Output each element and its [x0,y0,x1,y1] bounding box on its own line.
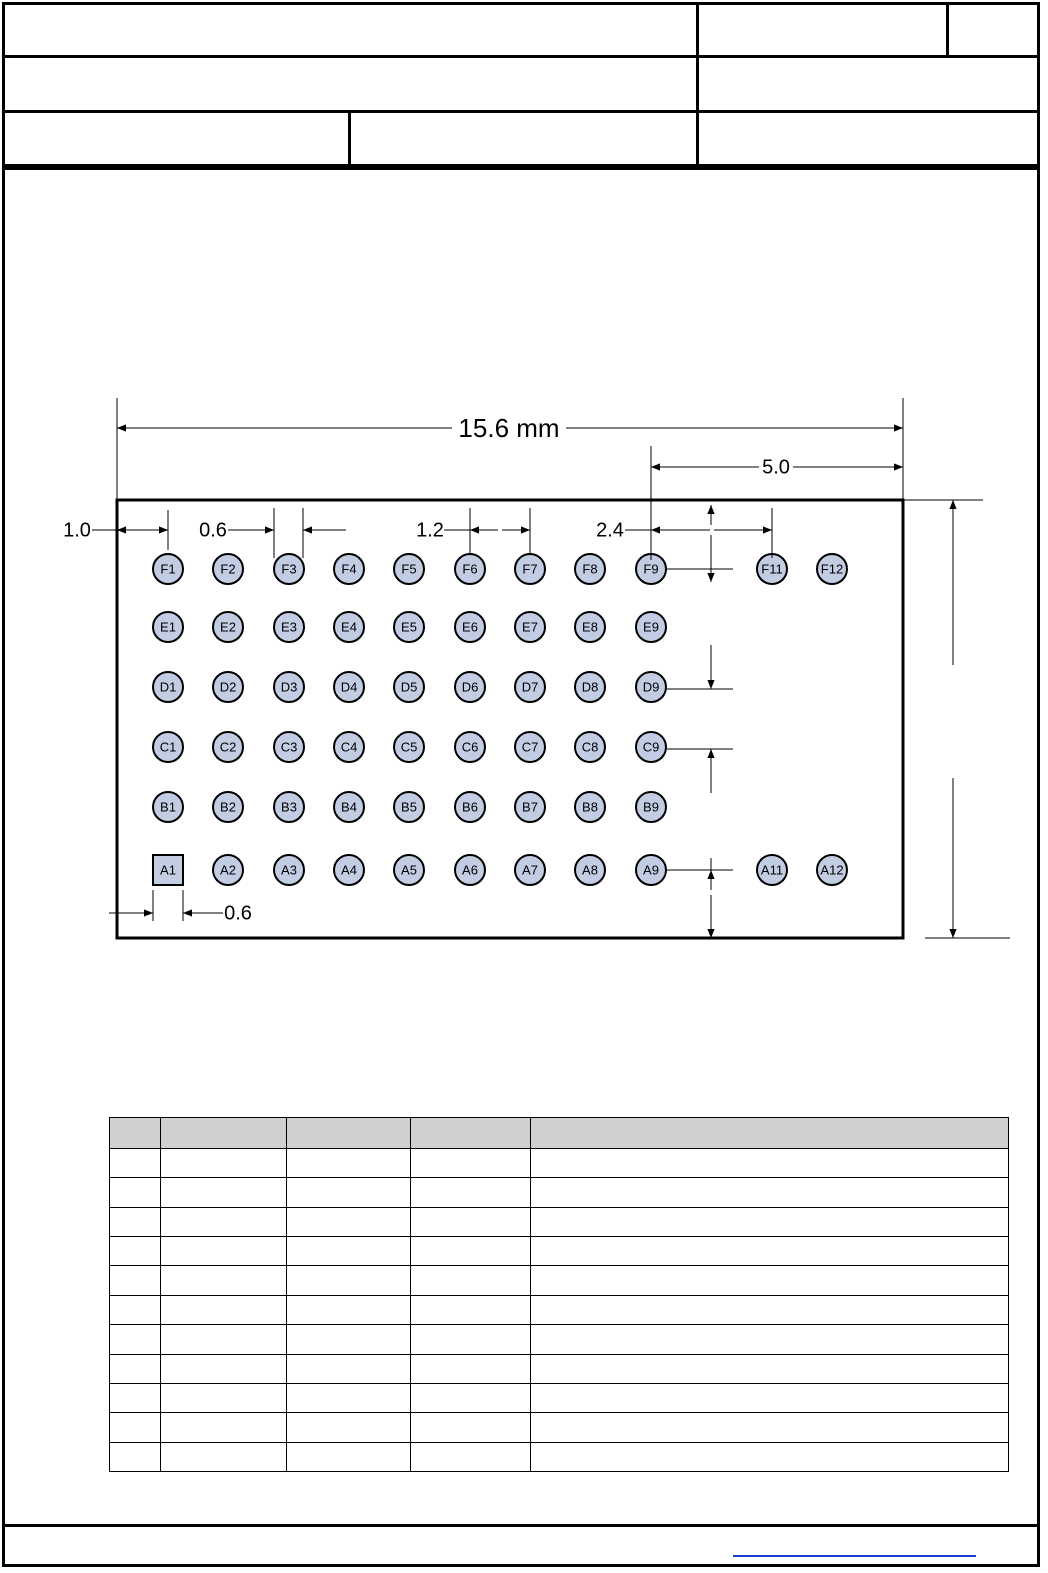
table-cell [161,1207,287,1236]
dim-pad-size-label: 0.6 [224,902,252,925]
table-cell [287,1442,411,1471]
table-cell [110,1207,161,1236]
table-row [110,1266,1009,1295]
dim-ball-diameter [228,508,346,558]
ball-label: E7 [522,619,538,635]
table-row [110,1325,1009,1354]
ball-label: F7 [522,561,538,577]
table-cell [411,1237,531,1266]
table-cell [411,1207,531,1236]
table-cell [531,1207,1009,1236]
ball-label: A3 [281,862,297,878]
ball-label: B9 [643,799,659,815]
ball-label: E3 [281,619,297,635]
ball-label: B2 [220,799,236,815]
ball-label: D4 [340,679,358,695]
ball-label: A12 [820,862,844,878]
ball-label: E2 [220,619,236,635]
dim-pitch-label: 1.2 [416,519,444,542]
ball-label: A7 [522,862,538,878]
ball-label: D1 [159,679,177,695]
table-cell [110,1178,161,1207]
table-cell [531,1149,1009,1178]
ball-label: E4 [341,619,357,635]
ball-label: D2 [219,679,237,695]
table-cell [110,1413,161,1442]
table-cell [287,1413,411,1442]
ball-label: D5 [400,679,418,695]
table-cell [411,1413,531,1442]
ball-label: A6 [462,862,478,878]
ball-label: C1 [159,739,177,755]
table-cell [411,1383,531,1412]
dim-gap [625,508,772,558]
table-row [110,1442,1009,1471]
table-cell [411,1149,531,1178]
ball-label: D8 [581,679,599,695]
ball-label: A1 [160,862,176,878]
table-row [110,1178,1009,1207]
table-cell [287,1325,411,1354]
table-cell [531,1383,1009,1412]
ball-label: D3 [280,679,298,695]
table-cell [287,1178,411,1207]
table-cell [287,1383,411,1412]
table-cell [110,1383,161,1412]
ball-label: F4 [341,561,357,577]
ball-label: D7 [521,679,539,695]
ball-label: F1 [160,561,176,577]
pin-table [109,1117,1009,1472]
table-row [110,1237,1009,1266]
table-cell [110,1325,161,1354]
ball-label: F3 [281,561,297,577]
footer-link-underline[interactable] [733,1555,976,1557]
table-header-cell [161,1118,287,1149]
table-cell [287,1237,411,1266]
ball-label: F8 [582,561,598,577]
ball-label: C7 [521,739,539,755]
ball-label: C3 [280,739,298,755]
ball-label: B3 [281,799,297,815]
table-header-cell [531,1118,1009,1149]
dim-edge-offset [92,510,168,550]
ball-label: F11 [761,561,783,577]
table-cell [531,1237,1009,1266]
ball-label: A5 [401,862,417,878]
ball-label: A2 [220,862,236,878]
table-cell [411,1354,531,1383]
ball-label: D9 [642,679,660,695]
table-row [110,1207,1009,1236]
ball-label: B1 [160,799,176,815]
table-cell [110,1442,161,1471]
table-cell [287,1207,411,1236]
dim-edge-offset-label: 1.0 [63,519,91,542]
table-cell [411,1325,531,1354]
table-cell [110,1149,161,1178]
ball-label: F2 [220,561,236,577]
table-cell [531,1295,1009,1324]
table-cell [531,1413,1009,1442]
dim-total-width-label: 15.6 mm [458,412,560,443]
table-cell [161,1266,287,1295]
dim-ball-diameter-label: 0.6 [199,519,227,542]
ball-label: E8 [582,619,598,635]
table-row [110,1149,1009,1178]
ball-label: B5 [401,799,417,815]
ball-label: C5 [400,739,418,755]
table-cell [161,1178,287,1207]
table-cell [161,1295,287,1324]
ball-label: B7 [522,799,538,815]
table-cell [161,1354,287,1383]
ball-label: E5 [401,619,417,635]
table-cell [161,1325,287,1354]
table-cell [110,1237,161,1266]
table-row [110,1383,1009,1412]
ball-label: B6 [462,799,478,815]
dim-right-span-label: 5.0 [762,456,790,479]
ball-label: F9 [643,561,659,577]
table-cell [161,1149,287,1178]
ball-label: F6 [462,561,478,577]
table-cell [411,1442,531,1471]
ball-label: E9 [643,619,659,635]
table-row [110,1295,1009,1324]
ball-label: A9 [643,862,659,878]
dim-pad-size [109,890,223,921]
table-cell [287,1266,411,1295]
ball-label: C9 [642,739,660,755]
ball-label: C8 [581,739,599,755]
ball-label: E6 [462,619,478,635]
table-cell [161,1237,287,1266]
table-cell [287,1354,411,1383]
table-cell [161,1383,287,1412]
table-cell [531,1178,1009,1207]
dim-pitch [444,508,530,555]
ball-label: B4 [341,799,357,815]
ball-label: A11 [760,862,784,878]
table-row [110,1413,1009,1442]
ball-label: E1 [160,619,176,635]
ball-label: B8 [582,799,598,815]
table-cell [531,1325,1009,1354]
table-cell [411,1295,531,1324]
ball-label: D6 [461,679,479,695]
table-row [110,1354,1009,1383]
ball-label: C6 [461,739,479,755]
table-cell [531,1354,1009,1383]
table-cell [287,1149,411,1178]
ball-label: A8 [582,862,598,878]
dim-gap-label: 2.4 [596,519,624,542]
table-cell [287,1295,411,1324]
table-cell [110,1266,161,1295]
table-header-cell [287,1118,411,1149]
table-cell [531,1442,1009,1471]
table-cell [161,1413,287,1442]
ball-label: C2 [219,739,237,755]
table-header-row [110,1118,1009,1149]
table-cell [411,1178,531,1207]
ball-label: F5 [401,561,417,577]
table-cell [531,1266,1009,1295]
table-header-cell [110,1118,161,1149]
table-cell [411,1266,531,1295]
table-cell [161,1442,287,1471]
ball-label: C4 [340,739,358,755]
ball-label: A4 [341,862,357,878]
table-header-cell [411,1118,531,1149]
ball-label: F12 [820,561,844,577]
table-cell [110,1354,161,1383]
table-cell [110,1295,161,1324]
ball-grid [153,554,847,885]
